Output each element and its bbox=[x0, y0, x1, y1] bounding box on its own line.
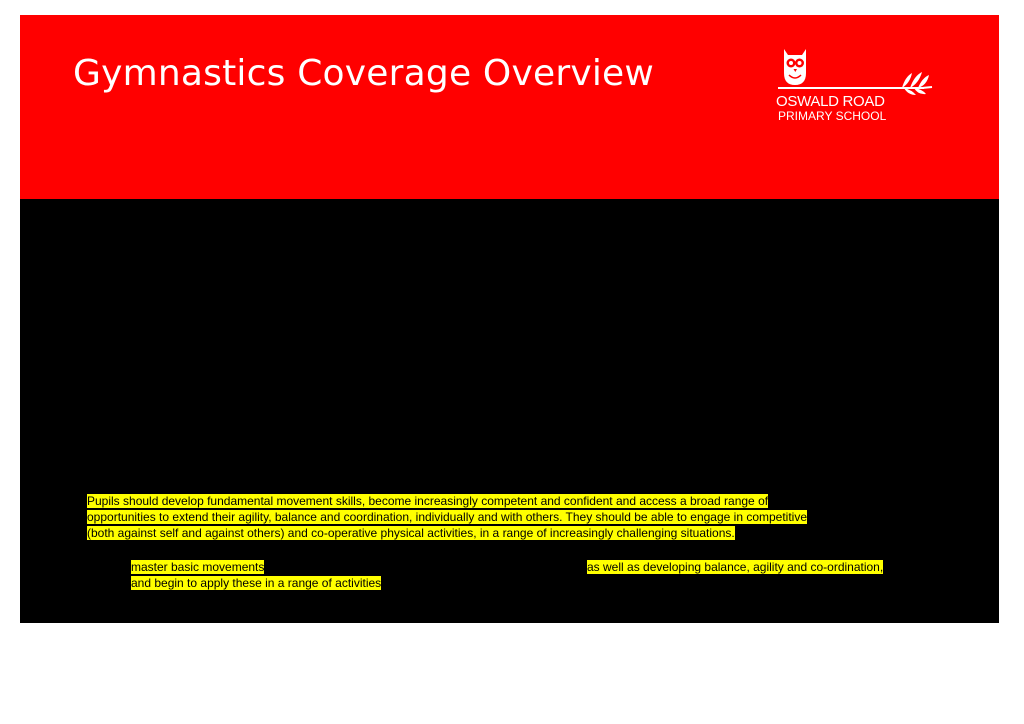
ks1-objective-left bbox=[131, 559, 381, 591]
paragraph-line: opportunities to extend their agility, balance and coordination, individually and with others. They should be able to engage in competitive bbox=[87, 510, 808, 524]
header-banner bbox=[20, 15, 999, 199]
ks1-line2: and begin to apply these in a range of activities bbox=[131, 576, 382, 590]
curriculum-paragraph bbox=[87, 493, 927, 541]
school-type: PRIMARY SCHOOL bbox=[778, 109, 887, 123]
school-logo bbox=[774, 43, 934, 133]
school-name: OSWALD ROAD bbox=[776, 93, 885, 110]
ks1-objective-right bbox=[587, 559, 883, 575]
owl-on-branch-icon bbox=[774, 43, 934, 95]
ks1-line1-left: master basic movements bbox=[131, 560, 265, 574]
paragraph-line: Pupils should develop fundamental movement skills, become increasingly competent and confident and access a broad range of bbox=[87, 494, 769, 508]
slide bbox=[20, 15, 999, 623]
paragraph-line: (both against self and against others) and co-operative physical activities, in a range of increasingly challenging situations. bbox=[87, 526, 735, 540]
ks1-line1-right: as well as developing balance, agility and co-ordination, bbox=[587, 560, 884, 574]
page-title: Gymnastics Coverage Overview bbox=[73, 53, 655, 94]
